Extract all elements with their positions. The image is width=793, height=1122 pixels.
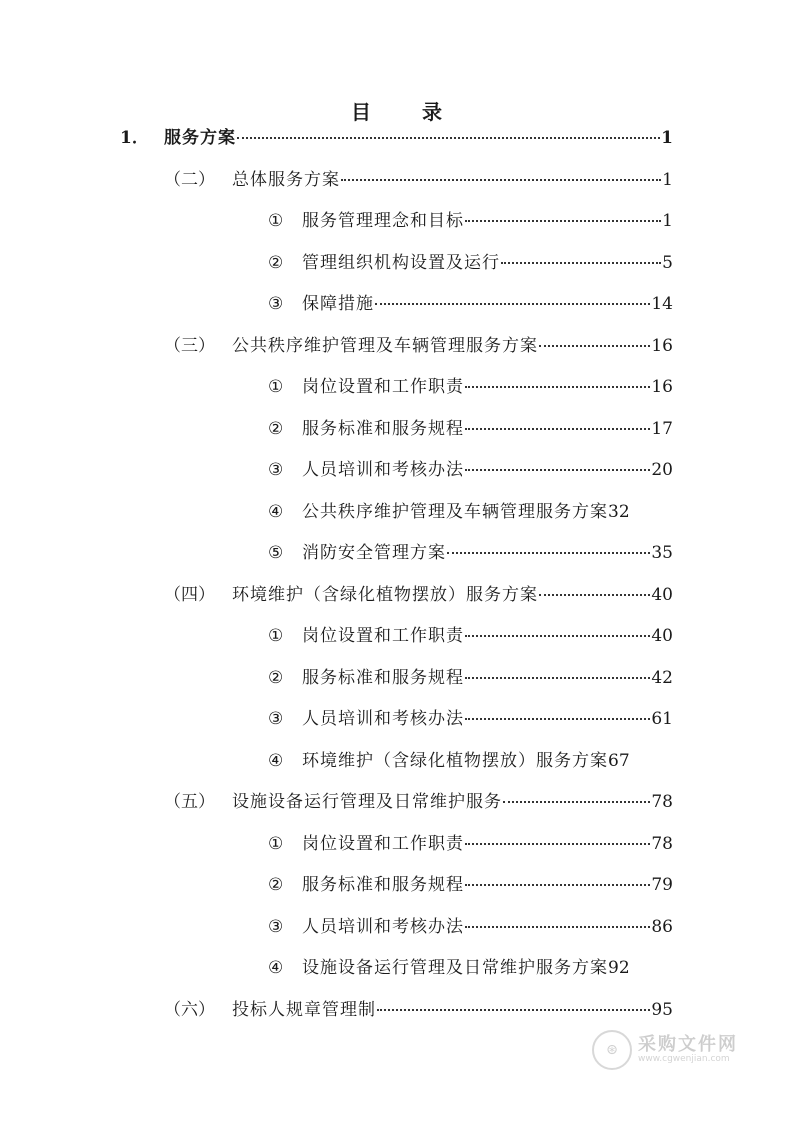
- toc-leader: [341, 179, 661, 181]
- toc-text: 总体服务方案: [232, 170, 340, 190]
- toc-leader: [539, 594, 650, 596]
- toc-text: 环境维护（含绿化植物摆放）服务方案: [302, 751, 608, 771]
- toc-page-number: 16: [651, 336, 673, 356]
- toc-leader: [447, 552, 650, 554]
- toc-text: 人员培训和考核办法: [302, 460, 464, 480]
- toc-leader: [465, 884, 650, 886]
- toc-page-number: 67: [608, 751, 630, 771]
- toc-text: 消防安全管理方案: [302, 543, 446, 563]
- toc-text: 服务标准和服务规程: [302, 419, 464, 439]
- toc-number: ①: [268, 834, 284, 854]
- toc-leader: [501, 262, 661, 264]
- toc-text: 设施设备运行管理及日常维护服务方案: [302, 958, 608, 978]
- toc-number: 1．: [120, 128, 149, 148]
- toc-entry[interactable]: [164, 582, 673, 608]
- toc-page-number: 40: [651, 626, 673, 646]
- toc-number: ②: [268, 668, 284, 688]
- toc-number: ②: [268, 253, 284, 273]
- toc-text: 岗位设置和工作职责: [302, 377, 464, 397]
- toc-entry[interactable]: [268, 748, 688, 774]
- toc-entry[interactable]: [268, 374, 673, 400]
- toc-number: （二）: [164, 170, 215, 190]
- watermark-logo-icon: ⊛: [592, 1030, 632, 1070]
- toc-text: 设施设备运行管理及日常维护服务: [232, 792, 502, 812]
- toc-number: ③: [268, 294, 284, 314]
- toc-text: 服务标准和服务规程: [302, 668, 464, 688]
- toc-number: ④: [268, 958, 284, 978]
- toc-entry[interactable]: [268, 872, 673, 898]
- toc-text: 服务管理理念和目标: [302, 211, 464, 231]
- watermark: [592, 1026, 752, 1074]
- toc-entry[interactable]: [268, 623, 673, 649]
- toc-entry[interactable]: [268, 831, 673, 857]
- toc-number: ①: [268, 377, 284, 397]
- toc-page-number: 78: [651, 834, 673, 854]
- toc-page-number: 14: [651, 294, 673, 314]
- toc-page-number: 95: [651, 1000, 673, 1020]
- toc-number: ②: [268, 875, 284, 895]
- toc-page-number: 32: [608, 502, 630, 522]
- toc-page-number: 86: [651, 917, 673, 937]
- toc-entry[interactable]: [268, 250, 673, 276]
- toc-text: 环境维护（含绿化植物摆放）服务方案: [232, 585, 538, 605]
- toc-number: ④: [268, 751, 284, 771]
- toc-leader: [465, 386, 650, 388]
- toc-page-number: 79: [651, 875, 673, 895]
- toc-leader: [465, 926, 650, 928]
- toc-entry[interactable]: [268, 540, 673, 566]
- toc-page-number: 35: [651, 543, 673, 563]
- toc-entry[interactable]: [164, 789, 673, 815]
- toc-number: ①: [268, 626, 284, 646]
- toc-entry[interactable]: [268, 914, 673, 940]
- toc-page-number: 1: [662, 170, 673, 190]
- toc-entry[interactable]: [268, 706, 673, 732]
- toc-leader: [465, 220, 661, 222]
- watermark-text: 采购文件网: [638, 1034, 738, 1056]
- toc-title: 目 录: [351, 100, 464, 124]
- toc-text: 公共秩序维护管理及车辆管理服务方案: [302, 502, 608, 522]
- toc-entry[interactable]: [120, 125, 673, 151]
- toc-number: ①: [268, 211, 284, 231]
- toc-page-number: 16: [651, 377, 673, 397]
- toc-entry[interactable]: [164, 333, 673, 359]
- toc-page-number: 1: [661, 128, 673, 148]
- toc-leader: [503, 801, 650, 803]
- toc-number: ②: [268, 419, 284, 439]
- toc-entry[interactable]: [164, 997, 673, 1023]
- toc-number: ③: [268, 917, 284, 937]
- toc-page-number: 5: [662, 253, 673, 273]
- toc-text: 人员培训和考核办法: [302, 709, 464, 729]
- toc-entry[interactable]: [268, 665, 673, 691]
- toc-leader: [465, 677, 650, 679]
- toc-entry[interactable]: [268, 208, 673, 234]
- toc-text: 岗位设置和工作职责: [302, 834, 464, 854]
- toc-page-number: 61: [651, 709, 673, 729]
- toc-number: （五）: [164, 792, 215, 812]
- toc-entry[interactable]: [268, 499, 688, 525]
- toc-number: （四）: [164, 585, 215, 605]
- toc-text: 服务标准和服务规程: [302, 875, 464, 895]
- toc-entry[interactable]: [164, 167, 673, 193]
- toc-page-number: 1: [662, 211, 673, 231]
- toc-leader: [375, 303, 650, 305]
- toc-text: 投标人规章管理制: [232, 1000, 376, 1020]
- toc-text: 服务方案: [164, 128, 236, 148]
- toc-text: 人员培训和考核办法: [302, 917, 464, 937]
- toc-leader: [465, 718, 650, 720]
- toc-number: ③: [268, 460, 284, 480]
- toc-leader: [539, 345, 650, 347]
- toc-page-number: 40: [651, 585, 673, 605]
- toc-page-number: 17: [651, 419, 673, 439]
- toc-entry[interactable]: [268, 416, 673, 442]
- toc-text: 岗位设置和工作职责: [302, 626, 464, 646]
- toc-leader: [465, 843, 650, 845]
- toc-entry[interactable]: [268, 291, 673, 317]
- toc-leader: [465, 469, 650, 471]
- toc-page-number: 78: [651, 792, 673, 812]
- toc-leader: [465, 635, 650, 637]
- toc-page-number: 42: [651, 668, 673, 688]
- watermark-url: www.cgwenjian.com: [638, 1053, 730, 1064]
- toc-leader: [377, 1009, 650, 1011]
- toc-page-number: 20: [651, 460, 673, 480]
- toc-leader: [237, 137, 660, 139]
- toc-text: 管理组织机构设置及运行: [302, 253, 500, 273]
- toc-page-number: 92: [608, 958, 630, 978]
- toc-leader: [465, 428, 650, 430]
- toc-entry[interactable]: [268, 955, 688, 981]
- toc-text: 保障措施: [302, 294, 374, 314]
- toc-number: ③: [268, 709, 284, 729]
- toc-number: （六）: [164, 1000, 215, 1020]
- toc-text: 公共秩序维护管理及车辆管理服务方案: [232, 336, 538, 356]
- toc-number: ④: [268, 502, 284, 522]
- toc-entry[interactable]: [268, 457, 673, 483]
- toc-number: ⑤: [268, 543, 284, 563]
- toc-number: （三）: [164, 336, 215, 356]
